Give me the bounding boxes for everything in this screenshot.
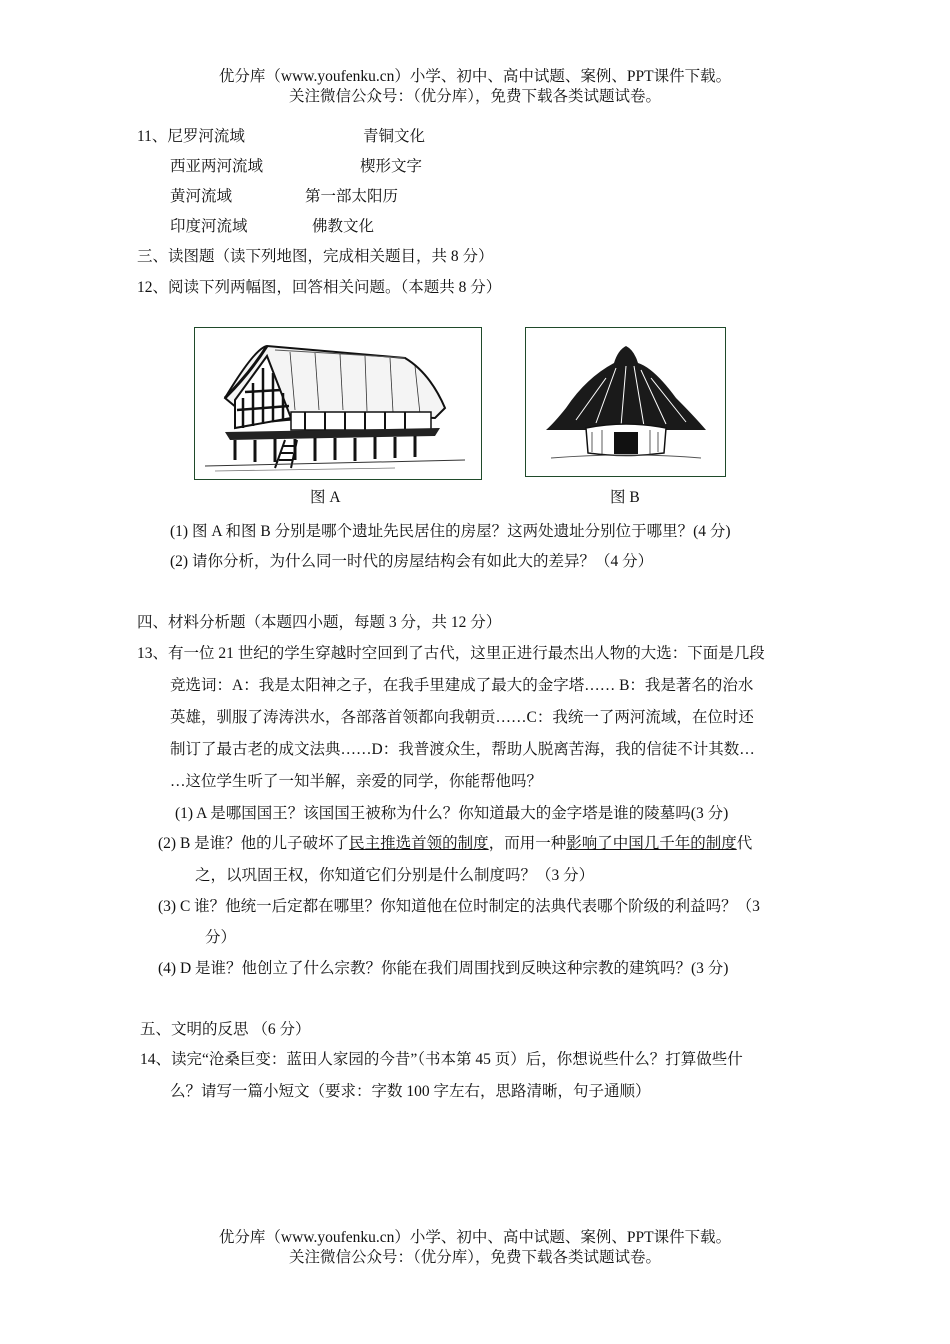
q13-sub2-line2: 之，以巩固王权，你知道它们分别是什么制度吗？（3 分） — [195, 867, 595, 884]
q11-right-3: 第一部太阳历 — [305, 188, 399, 205]
stilt-house-illustration — [195, 328, 481, 479]
q13-sub3-line2: 分） — [205, 929, 237, 946]
q13-sub2-line1 — [158, 834, 752, 854]
footer-line-2: 关注微信公众号：（优分库），免费下载各类试题试卷。 — [288, 1249, 661, 1266]
q11-left-2: 西亚两河流域 — [170, 158, 264, 175]
q11-left-4: 印度河流域 — [170, 218, 248, 235]
q11-right-1: 青铜文化 — [363, 128, 426, 145]
figure-a — [194, 327, 482, 480]
q14-line-1: 14、读完“沧桑巨变：蓝田人家园的今昔”（书本第 45 页）后，你想说些什么？打算做些什 — [140, 1051, 743, 1068]
q12-sub2: (2) 请你分析，为什么同一时代的房屋结构会有如此大的差异？（4 分） — [170, 553, 654, 570]
q11-left-3: 黄河流域 — [170, 188, 233, 205]
section4-title: 四、材料分析题（本题四小题，每题 3 分，共 12 分） — [137, 614, 502, 631]
q12-stem: 12、阅读下列两幅图，回答相关问题。（本题共 8 分） — [137, 279, 502, 296]
q11-right-4: 佛教文化 — [312, 218, 375, 235]
q13-sub2-text-c: 代 — [736, 835, 753, 852]
q13-line-1: 13、有一位 21 世纪的学生穿越时空回到了古代，这里正进行最杰出人物的大选：下面是几段 — [137, 645, 765, 662]
q12-sub1: (1) 图 A 和图 B 分别是哪个遗址先民居住的房屋？这两处遗址分别位于哪里？(4 分) — [170, 523, 731, 540]
round-hut-illustration — [526, 328, 725, 476]
section5-title: 五、文明的反思 （6 分） — [140, 1021, 311, 1038]
q14-line-2: 么？请写一篇小短文（要求：字数 100 字左右，思路清晰，句子通顺） — [170, 1083, 651, 1100]
q13-sub2-text-a: (2) B 是谁？他的儿子破坏了 — [158, 835, 350, 852]
q13-sub2-text-b: ，而用一种 — [488, 835, 567, 852]
q13-sub4: (4) D 是谁？他创立了什么宗教？你能在我们周围找到反映这种宗教的建筑吗？(3 分) — [158, 960, 729, 977]
header-line-1: 优分库（www.youfenku.cn）小学、初中、高中试题、案例、PPT课件下载。 — [218, 68, 732, 85]
figure-b-caption: 图 B — [610, 489, 640, 506]
q11-right-2: 楔形文字 — [360, 158, 423, 175]
q13-line-2: 竞选词：A：我是太阳神之子，在我手里建成了最大的金字塔…… B：我是著名的治水 — [170, 677, 754, 694]
footer-line-1: 优分库（www.youfenku.cn）小学、初中、高中试题、案例、PPT课件下载。 — [218, 1229, 732, 1246]
section3-title: 三、读图题（读下列地图，完成相关题目，共 8 分） — [137, 248, 494, 265]
q13-sub1: (1) A 是哪国国王？该国国王被称为什么？你知道最大的金字塔是谁的陵墓吗(3 分) — [175, 805, 729, 822]
figure-b — [525, 327, 726, 477]
q13-sub2-underline-2: 影响了中国几千年的制度 — [566, 835, 737, 852]
q13-line-4: 制订了最古老的成文法典……D：我普渡众生，帮助人脱离苦海，我的信徒不计其数… — [170, 741, 755, 758]
q13-line-3: 英雄，驯服了涛涛洪水，各部落首领都向我朝贡……C：我统一了两河流域，在位时还 — [170, 709, 754, 726]
figure-a-caption: 图 A — [310, 489, 341, 506]
header-line-2: 关注微信公众号：（优分库），免费下载各类试题试卷。 — [288, 88, 661, 105]
q13-line-5: …这位学生听了一知半解，亲爱的同学，你能帮他吗？ — [170, 773, 543, 790]
q13-sub3-line1: (3) C 谁？他统一后定都在哪里？你知道他在位时制定的法典代表哪个阶级的利益吗？（3 — [158, 898, 760, 915]
q11-left-1: 11、尼罗河流域 — [137, 128, 245, 145]
q13-sub2-underline-1: 民主推选首领的制度 — [349, 835, 489, 852]
